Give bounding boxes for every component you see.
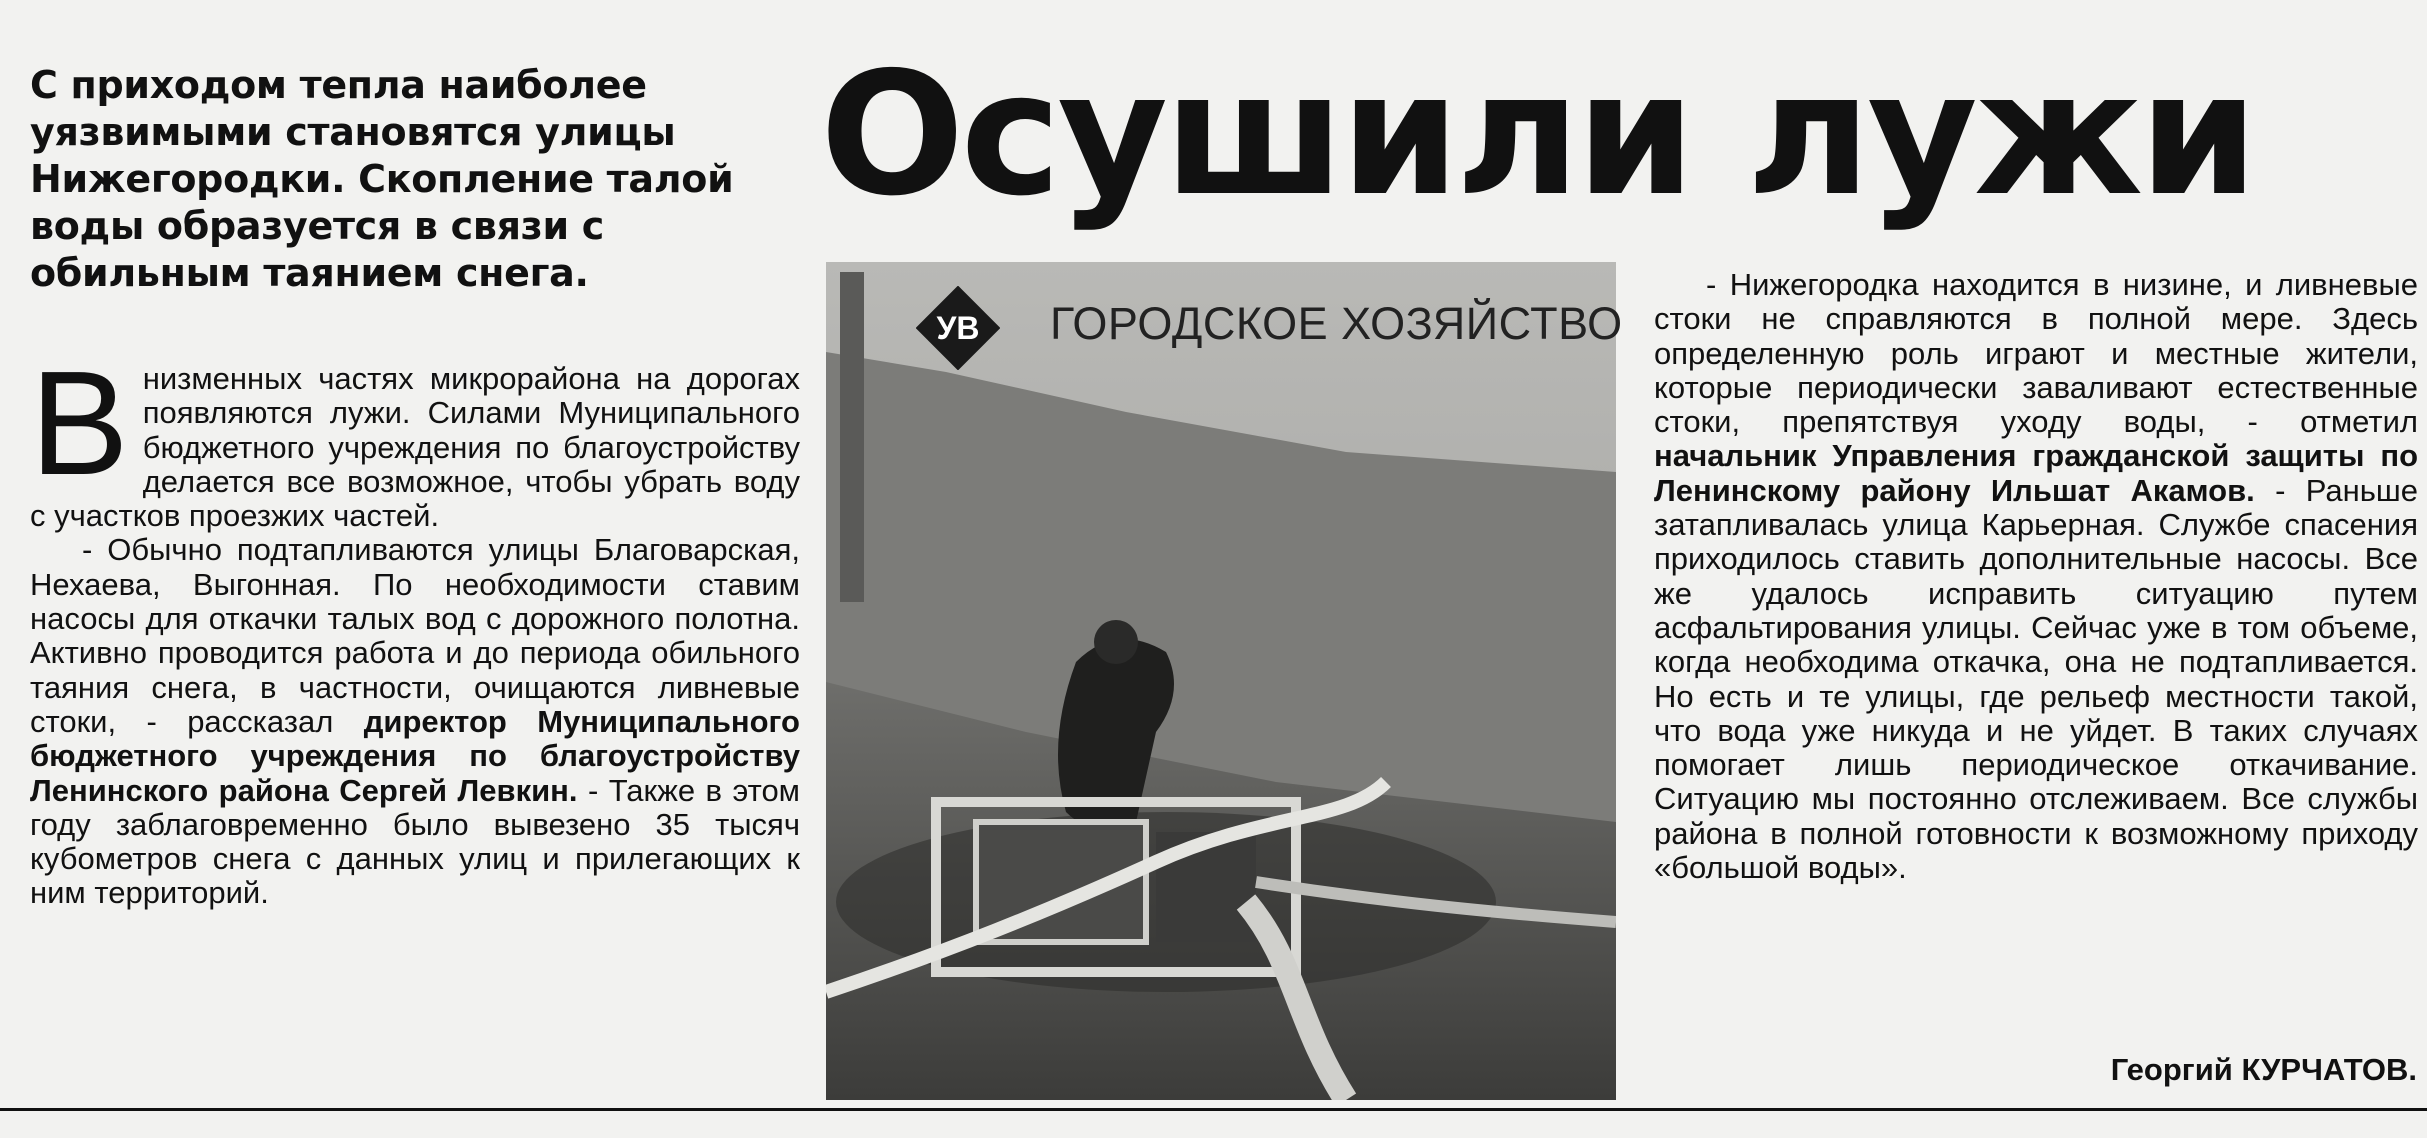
quoted-person: начальник Управления гражданской защиты по Ленинскому району Ильшат Акамов. bbox=[1654, 438, 2418, 508]
left-column bbox=[30, 341, 800, 911]
paragraph bbox=[1654, 268, 2418, 885]
rubric-badge-label: УВ bbox=[936, 310, 980, 346]
water-pump-photo-icon bbox=[826, 262, 1616, 1100]
paragraph-text: - Раньше затапливалась улица Карьерная. Службе спасения приходилось ставить дополнительные насосы. Все же удалось исправить ситуацию путем асфальтирования улицы. Сейчас уже в том объеме, когда необходима откачка, она не подтапливается. Но есть и те улицы, где рельеф местности такой, что вода уже никуда и не уйдет. В таких случаях помогает лишь периодическое откачивание. Ситуацию мы постоянно отслеживаем. Все службы района в полной готовности к возможному приходу «большой воды». bbox=[1654, 472, 2418, 886]
lead-line: С приходом тепла наиболее bbox=[30, 63, 647, 107]
lead-line: Нижегородки. Скопление талой bbox=[30, 157, 734, 201]
quoted-person: директор Муниципального бюджетного учреждения по благоустройству Ленинского района Сергей Левкин. bbox=[30, 703, 800, 808]
paragraph-text: - Также в этом году заблаговременно было вывезено 35 тысяч кубометров снега с данных улиц и прилегающих к ним территорий. bbox=[30, 772, 800, 911]
section-rubric bbox=[916, 286, 1623, 372]
paragraph bbox=[30, 341, 800, 534]
paragraph bbox=[30, 533, 800, 910]
article-photo bbox=[826, 262, 1616, 1100]
paragraph-text: - Обычно подтапливаются улицы Благоварская, Нехаева, Выгонная. По необходимости ставим насосы для откачки талых вод с дорожного полотна. Активно проводится работа и до периода обильного таяния снега, в частности, очищаются ливневые стоки, - рассказал bbox=[30, 532, 800, 739]
drop-cap: В bbox=[30, 341, 129, 506]
bottom-rule bbox=[0, 1108, 2427, 1111]
article-headline: Осушили лужи bbox=[820, 36, 2255, 234]
lead-line: уязвимыми становятся улицы bbox=[30, 110, 676, 154]
paragraph-text: - Нижегородка находится в низине, и ливневые стоки не справляются в полной мере. Здесь определенную роль играют и местные жители, которые периодически заваливают естественные стоки, препятствуя уходу воды, - отметил bbox=[1654, 267, 2418, 440]
right-column bbox=[1654, 268, 2418, 885]
lead-line: воды образуется в связи с bbox=[30, 204, 604, 248]
article-lead bbox=[30, 62, 750, 297]
rubric-label: ГОРОДСКОЕ ХОЗЯЙСТВО bbox=[1050, 298, 1623, 349]
lead-line: обильным таянием снега. bbox=[30, 251, 589, 295]
paragraph-text: низменных частях микрорайона на дорогах появляются лужи. Силами Муниципального бюджетного учреждения по благоустройству делается все возможное, чтобы убрать воду с участков проезжих частей. bbox=[30, 361, 800, 534]
author-byline: Георгий КУРЧАТОВ. bbox=[2110, 1052, 2417, 1087]
